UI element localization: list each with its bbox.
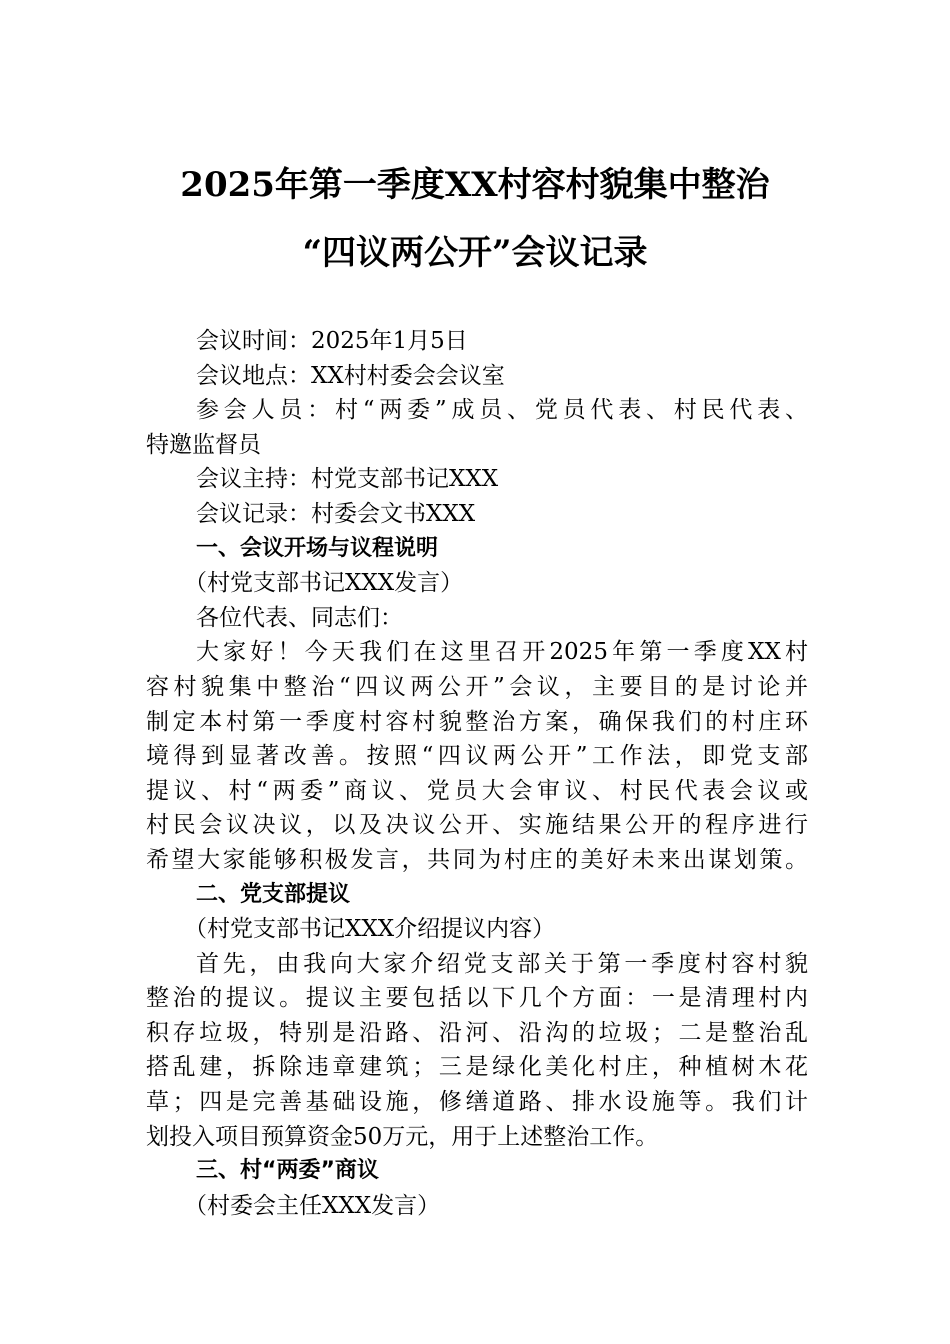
- meeting-time: 会议时间：2025年1月5日: [196, 328, 468, 354]
- document-title-line-1: 2025年第一季度XX村容村貌集中整治: [180, 165, 770, 205]
- paragraph-line: 划投入项目预算资金50万元，用于上述整治工作。: [146, 1123, 659, 1150]
- paragraph-line: 积存垃圾，特别是沿路、沿河、沿沟的垃圾；二是整治乱: [146, 1019, 808, 1046]
- meeting-attendees: 参会人员：村“两委”成员、党员代表、村民代表、: [196, 397, 808, 424]
- section-heading: 三、村“两委”商议: [196, 1158, 379, 1184]
- meeting-place: 会议地点：XX村村委会会议室: [196, 362, 505, 389]
- paragraph-line: 村民会议决议，以及决议公开、实施结果公开的程序进行: [146, 812, 808, 839]
- speaker-note: （村委会主任XXX发言）: [184, 1192, 441, 1219]
- meeting-attendees-continued: 特邀监督员: [146, 431, 261, 458]
- meeting-recorder: 会议记录：村委会文书XXX: [196, 500, 476, 527]
- paragraph-line: 搭乱建，拆除违章建筑；三是绿化美化村庄，种植树木花: [146, 1054, 808, 1081]
- paragraph-line: 草；四是完善基础设施，修缮道路、排水设施等。我们计: [146, 1089, 808, 1116]
- section-heading: 一、会议开场与议程说明: [196, 535, 439, 561]
- section-heading: 二、党支部提议: [196, 881, 351, 907]
- paragraph-line: 首先，由我向大家介绍党支部关于第一季度村容村貌: [196, 950, 808, 977]
- paragraph-line: 容村貌集中整治“四议两公开”会议，主要目的是讨论并: [146, 673, 808, 700]
- paragraph-line: 整治的提议。提议主要包括以下几个方面：一是清理村内: [146, 985, 808, 1012]
- paragraph-line: 大家好！今天我们在这里召开2025年第一季度XX村: [196, 639, 808, 666]
- speaker-note: （村党支部书记XXX发言）: [184, 570, 464, 597]
- document-body: [146, 324, 808, 1223]
- paragraph-line: 境得到显著改善。按照“四议两公开”工作法，即党支部: [146, 743, 808, 770]
- document-title-line-2: “四议两公开”会议记录: [302, 233, 648, 273]
- greeting: 各位代表、同志们：: [196, 604, 403, 631]
- paragraph-line: 提议、村“两委”商议、党员大会审议、村民代表会议或: [146, 777, 808, 804]
- paragraph-line: 希望大家能够积极发言，共同为村庄的美好未来出谋划策。: [146, 846, 808, 873]
- paragraph-line: 制定本村第一季度村容村貌整治方案，确保我们的村庄环: [146, 708, 808, 735]
- meeting-host: 会议主持：村党支部书记XXX: [196, 466, 499, 493]
- speaker-note: （村党支部书记XXX介绍提议内容）: [184, 916, 556, 943]
